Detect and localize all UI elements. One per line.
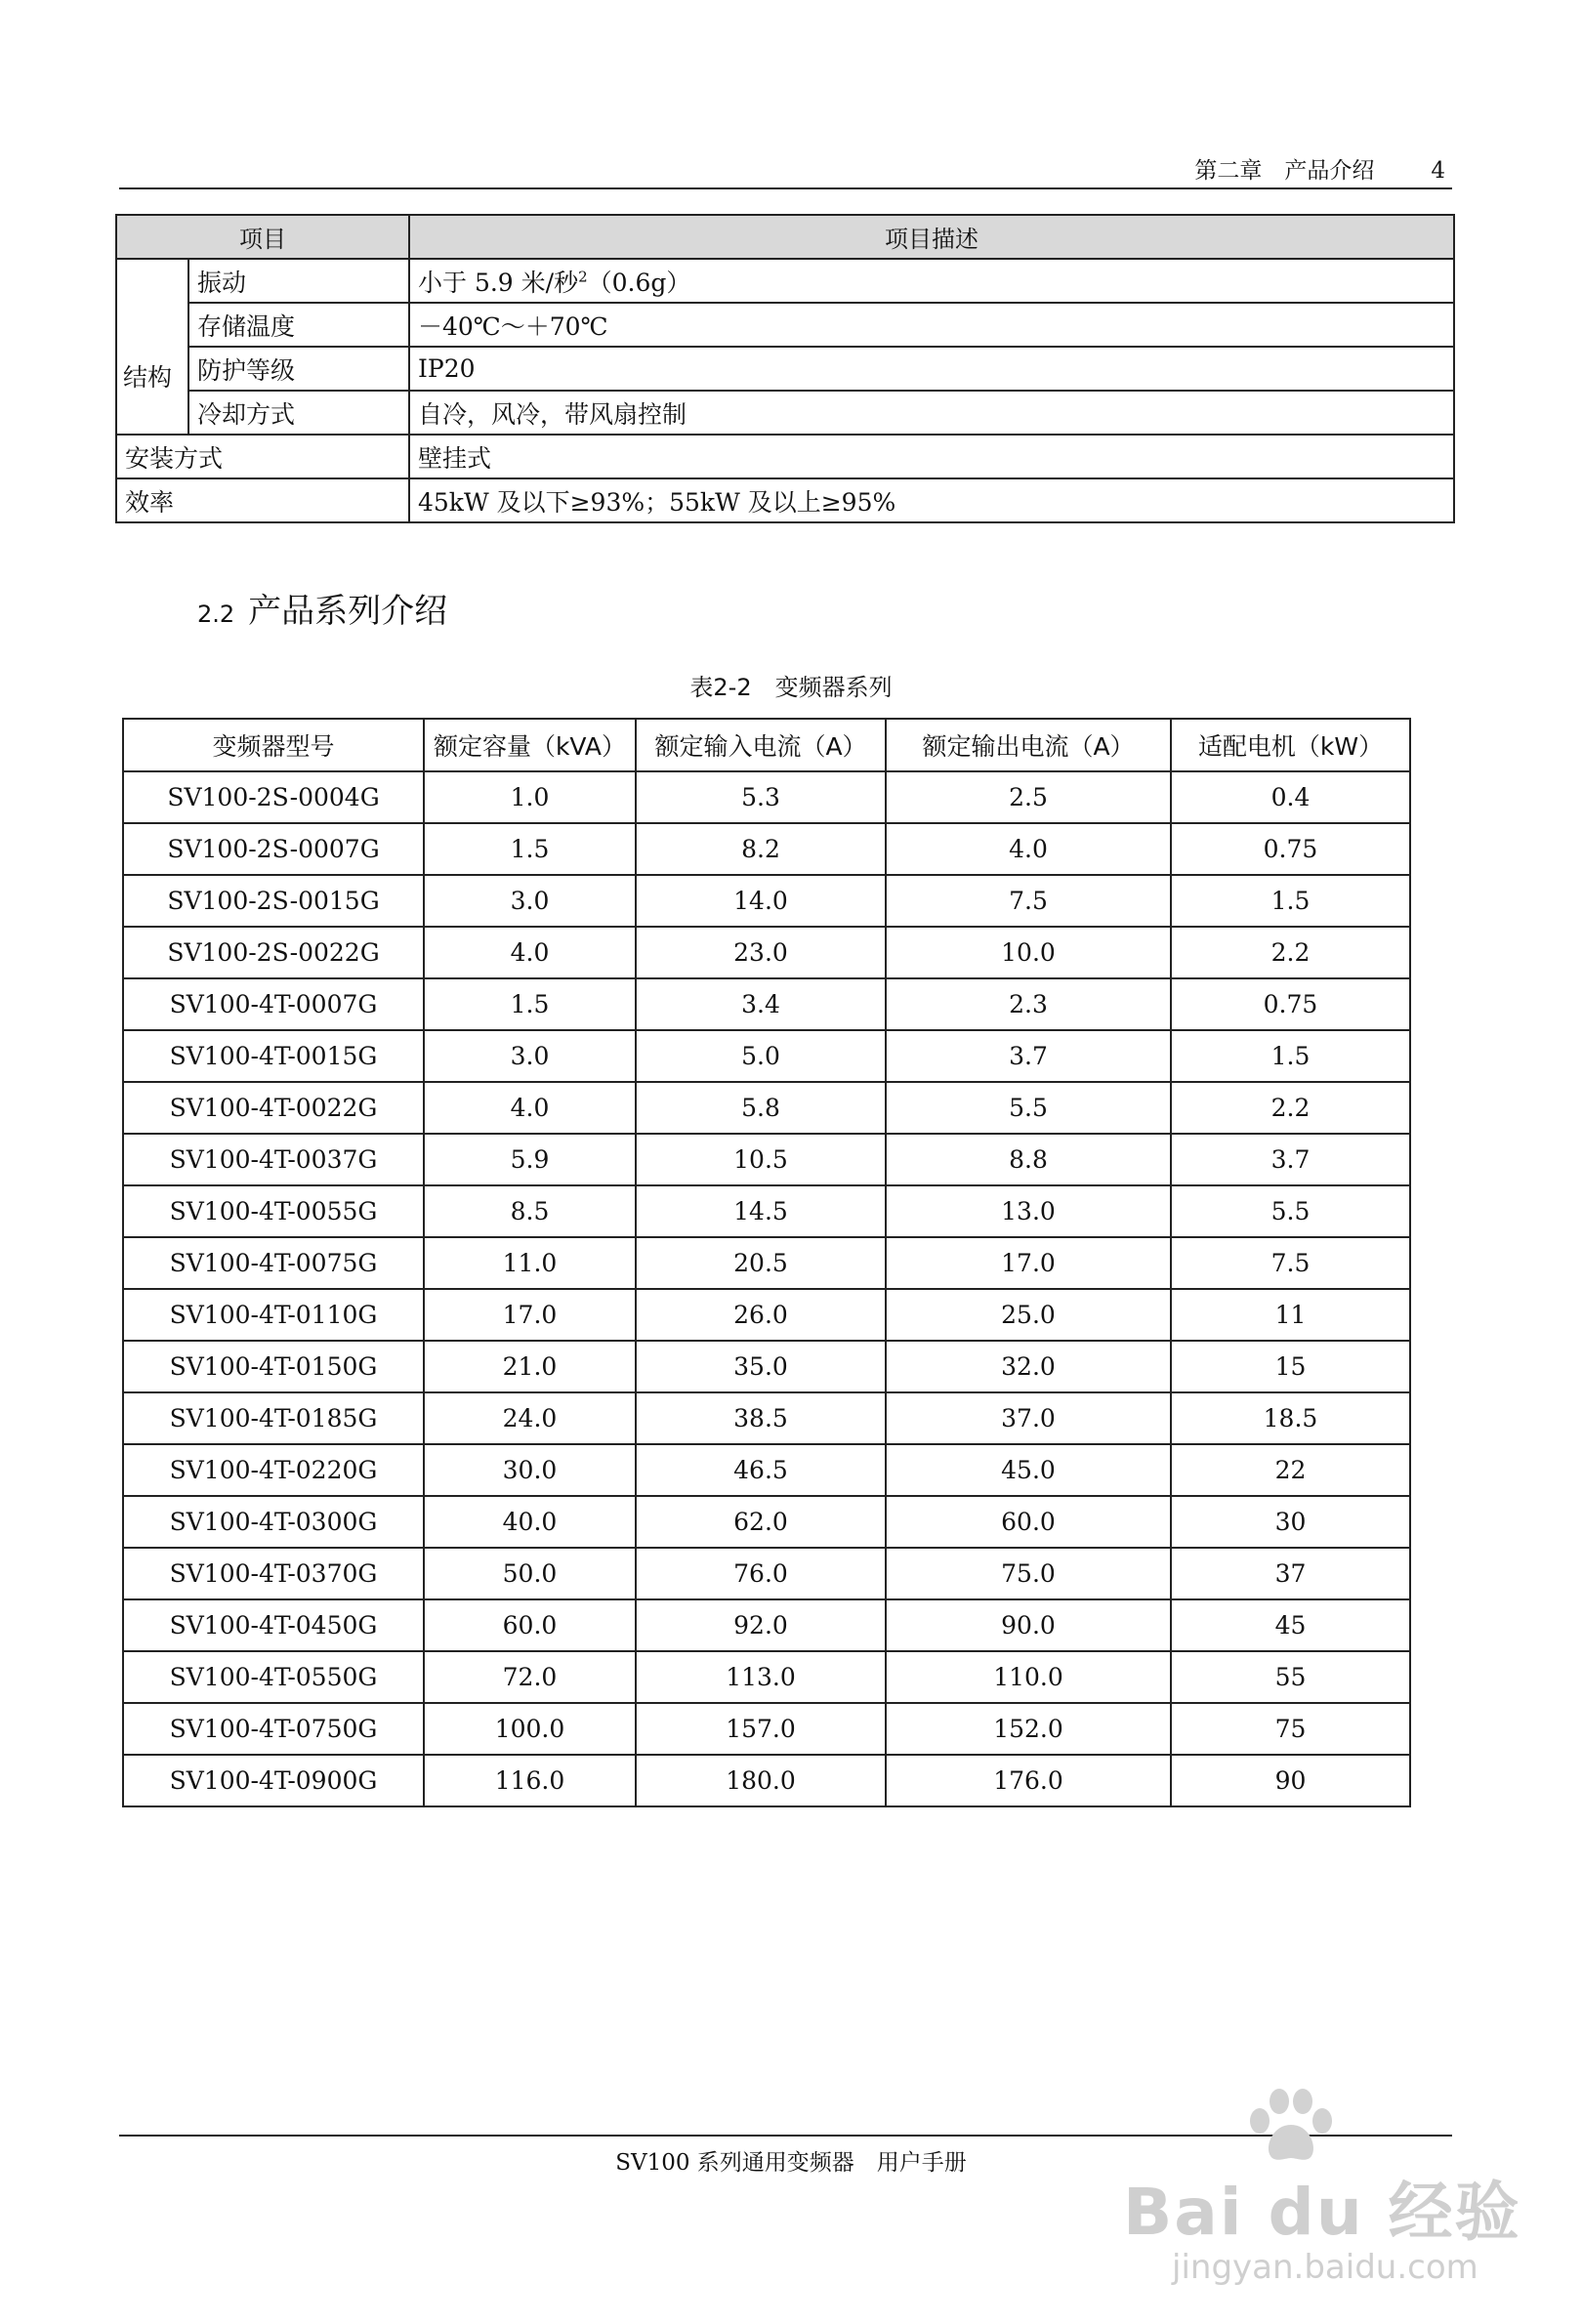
cell-capacity: 24.0 bbox=[424, 1392, 636, 1444]
cell-output-current: 5.5 bbox=[886, 1082, 1171, 1134]
table-row bbox=[123, 823, 1410, 875]
cell-capacity: 3.0 bbox=[424, 1030, 636, 1082]
spec-row bbox=[116, 303, 1454, 347]
cell-model: SV100-4T-0055G bbox=[123, 1185, 424, 1237]
table-row bbox=[123, 1392, 1410, 1444]
cell-input-current: 23.0 bbox=[636, 927, 886, 978]
watermark-url: jingyan.baidu.com bbox=[1172, 2248, 1478, 2287]
cell-output-current: 45.0 bbox=[886, 1444, 1171, 1496]
cell-motor: 90 bbox=[1171, 1755, 1410, 1806]
cell-motor: 55 bbox=[1171, 1651, 1410, 1703]
table-caption: 表2-2 变频器系列 bbox=[689, 674, 893, 701]
cell-motor: 1.5 bbox=[1171, 875, 1410, 927]
table-row bbox=[123, 1185, 1410, 1237]
cell-capacity: 5.9 bbox=[424, 1134, 636, 1185]
table-row bbox=[123, 1082, 1410, 1134]
cell-output-current: 152.0 bbox=[886, 1703, 1171, 1755]
cell-output-current: 8.8 bbox=[886, 1134, 1171, 1185]
cell-model: SV100-4T-0450G bbox=[123, 1599, 424, 1651]
cell-motor: 2.2 bbox=[1171, 1082, 1410, 1134]
spec-item: 振动 bbox=[188, 259, 409, 303]
section-number: 2.2 bbox=[197, 601, 235, 628]
spec-group-label: 结构 bbox=[116, 259, 188, 435]
cell-input-current: 26.0 bbox=[636, 1289, 886, 1341]
cell-capacity: 17.0 bbox=[424, 1289, 636, 1341]
table-row bbox=[123, 1289, 1410, 1341]
chapter-title: 第二章 产品介绍 bbox=[1194, 158, 1375, 184]
cell-output-current: 32.0 bbox=[886, 1341, 1171, 1392]
cell-output-current: 7.5 bbox=[886, 875, 1171, 927]
cell-input-current: 20.5 bbox=[636, 1237, 886, 1289]
spec-table bbox=[115, 214, 1455, 523]
table-row bbox=[123, 1237, 1410, 1289]
table-row bbox=[123, 1651, 1410, 1703]
cell-input-current: 113.0 bbox=[636, 1651, 886, 1703]
cell-model: SV100-4T-0185G bbox=[123, 1392, 424, 1444]
cell-model: SV100-4T-0110G bbox=[123, 1289, 424, 1341]
cell-capacity: 3.0 bbox=[424, 875, 636, 927]
cell-motor: 11 bbox=[1171, 1289, 1410, 1341]
cell-motor: 0.75 bbox=[1171, 823, 1410, 875]
spec-row bbox=[116, 478, 1454, 522]
cell-capacity: 4.0 bbox=[424, 1082, 636, 1134]
table-row bbox=[123, 1444, 1410, 1496]
cell-input-current: 8.2 bbox=[636, 823, 886, 875]
cell-model: SV100-4T-0150G bbox=[123, 1341, 424, 1392]
cell-output-current: 2.5 bbox=[886, 771, 1171, 823]
cell-model: SV100-4T-0037G bbox=[123, 1134, 424, 1185]
cell-output-current: 2.3 bbox=[886, 978, 1171, 1030]
cell-model: SV100-4T-0900G bbox=[123, 1755, 424, 1806]
cell-input-current: 14.0 bbox=[636, 875, 886, 927]
spec-desc: 45kW 及以下≥93%；55kW 及以上≥95% bbox=[409, 478, 1454, 522]
page-number: 4 bbox=[1431, 158, 1445, 184]
cell-model: SV100-2S-0004G bbox=[123, 771, 424, 823]
baidu-watermark bbox=[1123, 2080, 1521, 2295]
spec-header-desc: 项目描述 bbox=[409, 215, 1454, 259]
cell-capacity: 60.0 bbox=[424, 1599, 636, 1651]
spec-desc: 壁挂式 bbox=[409, 435, 1454, 478]
cell-motor: 22 bbox=[1171, 1444, 1410, 1496]
spec-desc: 小于 5.9 米/秒$^2$（0.6g） bbox=[409, 259, 1454, 303]
cell-model: SV100-2S-0007G bbox=[123, 823, 424, 875]
table-row bbox=[123, 1703, 1410, 1755]
spec-desc: 自冷，风冷，带风扇控制 bbox=[409, 391, 1454, 435]
cell-output-current: 37.0 bbox=[886, 1392, 1171, 1444]
cell-motor: 37 bbox=[1171, 1548, 1410, 1599]
cell-model: SV100-4T-0075G bbox=[123, 1237, 424, 1289]
cell-motor: 18.5 bbox=[1171, 1392, 1410, 1444]
cell-input-current: 92.0 bbox=[636, 1599, 886, 1651]
cell-motor: 3.7 bbox=[1171, 1134, 1410, 1185]
series-header-row bbox=[123, 719, 1410, 771]
cell-motor: 0.75 bbox=[1171, 978, 1410, 1030]
series-header-model: 变频器型号 bbox=[123, 719, 424, 771]
spec-row bbox=[116, 259, 1454, 303]
cell-capacity: 1.5 bbox=[424, 978, 636, 1030]
table-row bbox=[123, 875, 1410, 927]
cell-output-current: 176.0 bbox=[886, 1755, 1171, 1806]
cell-motor: 1.5 bbox=[1171, 1030, 1410, 1082]
cell-motor: 75 bbox=[1171, 1703, 1410, 1755]
cell-input-current: 38.5 bbox=[636, 1392, 886, 1444]
section-heading bbox=[197, 584, 447, 632]
cell-input-current: 5.0 bbox=[636, 1030, 886, 1082]
cell-motor: 5.5 bbox=[1171, 1185, 1410, 1237]
cell-input-current: 14.5 bbox=[636, 1185, 886, 1237]
cell-input-current: 3.4 bbox=[636, 978, 886, 1030]
spec-desc: －40℃～＋70℃ bbox=[409, 303, 1454, 347]
cell-input-current: 35.0 bbox=[636, 1341, 886, 1392]
cell-output-current: 110.0 bbox=[886, 1651, 1171, 1703]
cell-capacity: 4.0 bbox=[424, 927, 636, 978]
spec-item: 存储温度 bbox=[188, 303, 409, 347]
watermark-logo: Bai du 经验 bbox=[1123, 2175, 1521, 2250]
table-row bbox=[123, 1496, 1410, 1548]
cell-model: SV100-4T-0007G bbox=[123, 978, 424, 1030]
table-row bbox=[123, 927, 1410, 978]
series-table-body bbox=[123, 771, 1410, 1806]
cell-capacity: 1.0 bbox=[424, 771, 636, 823]
cell-output-current: 90.0 bbox=[886, 1599, 1171, 1651]
spec-item: 防护等级 bbox=[188, 347, 409, 391]
cell-input-current: 46.5 bbox=[636, 1444, 886, 1496]
cell-model: SV100-2S-0015G bbox=[123, 875, 424, 927]
table-row bbox=[123, 1134, 1410, 1185]
cell-motor: 15 bbox=[1171, 1341, 1410, 1392]
spec-row bbox=[116, 347, 1454, 391]
cell-input-current: 5.3 bbox=[636, 771, 886, 823]
cell-capacity: 11.0 bbox=[424, 1237, 636, 1289]
cell-model: SV100-2S-0022G bbox=[123, 927, 424, 978]
cell-motor: 2.2 bbox=[1171, 927, 1410, 978]
cell-motor: 0.4 bbox=[1171, 771, 1410, 823]
table-row bbox=[123, 1030, 1410, 1082]
table-row bbox=[123, 771, 1410, 823]
table-row bbox=[123, 1341, 1410, 1392]
table-row bbox=[123, 1755, 1410, 1806]
cell-output-current: 3.7 bbox=[886, 1030, 1171, 1082]
cell-input-current: 10.5 bbox=[636, 1134, 886, 1185]
spec-item: 安装方式 bbox=[116, 435, 409, 478]
spec-item: 冷却方式 bbox=[188, 391, 409, 435]
series-header-input-current: 额定输入电流（A） bbox=[636, 719, 886, 771]
page-header bbox=[1194, 152, 1445, 185]
cell-model: SV100-4T-0300G bbox=[123, 1496, 424, 1548]
cell-model: SV100-4T-0550G bbox=[123, 1651, 424, 1703]
cell-capacity: 100.0 bbox=[424, 1703, 636, 1755]
cell-output-current: 60.0 bbox=[886, 1496, 1171, 1548]
cell-input-current: 180.0 bbox=[636, 1755, 886, 1806]
cell-capacity: 30.0 bbox=[424, 1444, 636, 1496]
cell-model: SV100-4T-0220G bbox=[123, 1444, 424, 1496]
cell-output-current: 25.0 bbox=[886, 1289, 1171, 1341]
cell-output-current: 13.0 bbox=[886, 1185, 1171, 1237]
cell-output-current: 4.0 bbox=[886, 823, 1171, 875]
series-header-output-current: 额定输出电流（A） bbox=[886, 719, 1171, 771]
table-row bbox=[123, 1548, 1410, 1599]
cell-capacity: 72.0 bbox=[424, 1651, 636, 1703]
series-header-motor: 适配电机（kW） bbox=[1171, 719, 1410, 771]
cell-output-current: 10.0 bbox=[886, 927, 1171, 978]
cell-capacity: 40.0 bbox=[424, 1496, 636, 1548]
cell-motor: 30 bbox=[1171, 1496, 1410, 1548]
cell-input-current: 76.0 bbox=[636, 1548, 886, 1599]
cell-model: SV100-4T-0370G bbox=[123, 1548, 424, 1599]
spec-row bbox=[116, 435, 1454, 478]
cell-input-current: 62.0 bbox=[636, 1496, 886, 1548]
spec-header-item: 项目 bbox=[116, 215, 409, 259]
spec-item: 效率 bbox=[116, 478, 409, 522]
cell-output-current: 17.0 bbox=[886, 1237, 1171, 1289]
cell-capacity: 21.0 bbox=[424, 1341, 636, 1392]
series-table bbox=[122, 718, 1411, 1807]
paw-icon bbox=[1238, 2088, 1346, 2166]
cell-capacity: 116.0 bbox=[424, 1755, 636, 1806]
cell-motor: 7.5 bbox=[1171, 1237, 1410, 1289]
header-rule bbox=[119, 187, 1452, 189]
page-footer: SV100 系列通用变频器 用户手册 bbox=[615, 2150, 967, 2176]
cell-input-current: 5.8 bbox=[636, 1082, 886, 1134]
table-row bbox=[123, 978, 1410, 1030]
section-title: 产品系列介绍 bbox=[248, 592, 448, 631]
cell-capacity: 8.5 bbox=[424, 1185, 636, 1237]
cell-model: SV100-4T-0750G bbox=[123, 1703, 424, 1755]
cell-capacity: 50.0 bbox=[424, 1548, 636, 1599]
spec-desc: IP20 bbox=[409, 347, 1454, 391]
cell-output-current: 75.0 bbox=[886, 1548, 1171, 1599]
table-row bbox=[123, 1599, 1410, 1651]
series-header-capacity: 额定容量（kVA） bbox=[424, 719, 636, 771]
cell-model: SV100-4T-0015G bbox=[123, 1030, 424, 1082]
spec-header-row bbox=[116, 215, 1454, 259]
cell-input-current: 157.0 bbox=[636, 1703, 886, 1755]
cell-capacity: 1.5 bbox=[424, 823, 636, 875]
cell-model: SV100-4T-0022G bbox=[123, 1082, 424, 1134]
spec-row bbox=[116, 391, 1454, 435]
cell-motor: 45 bbox=[1171, 1599, 1410, 1651]
